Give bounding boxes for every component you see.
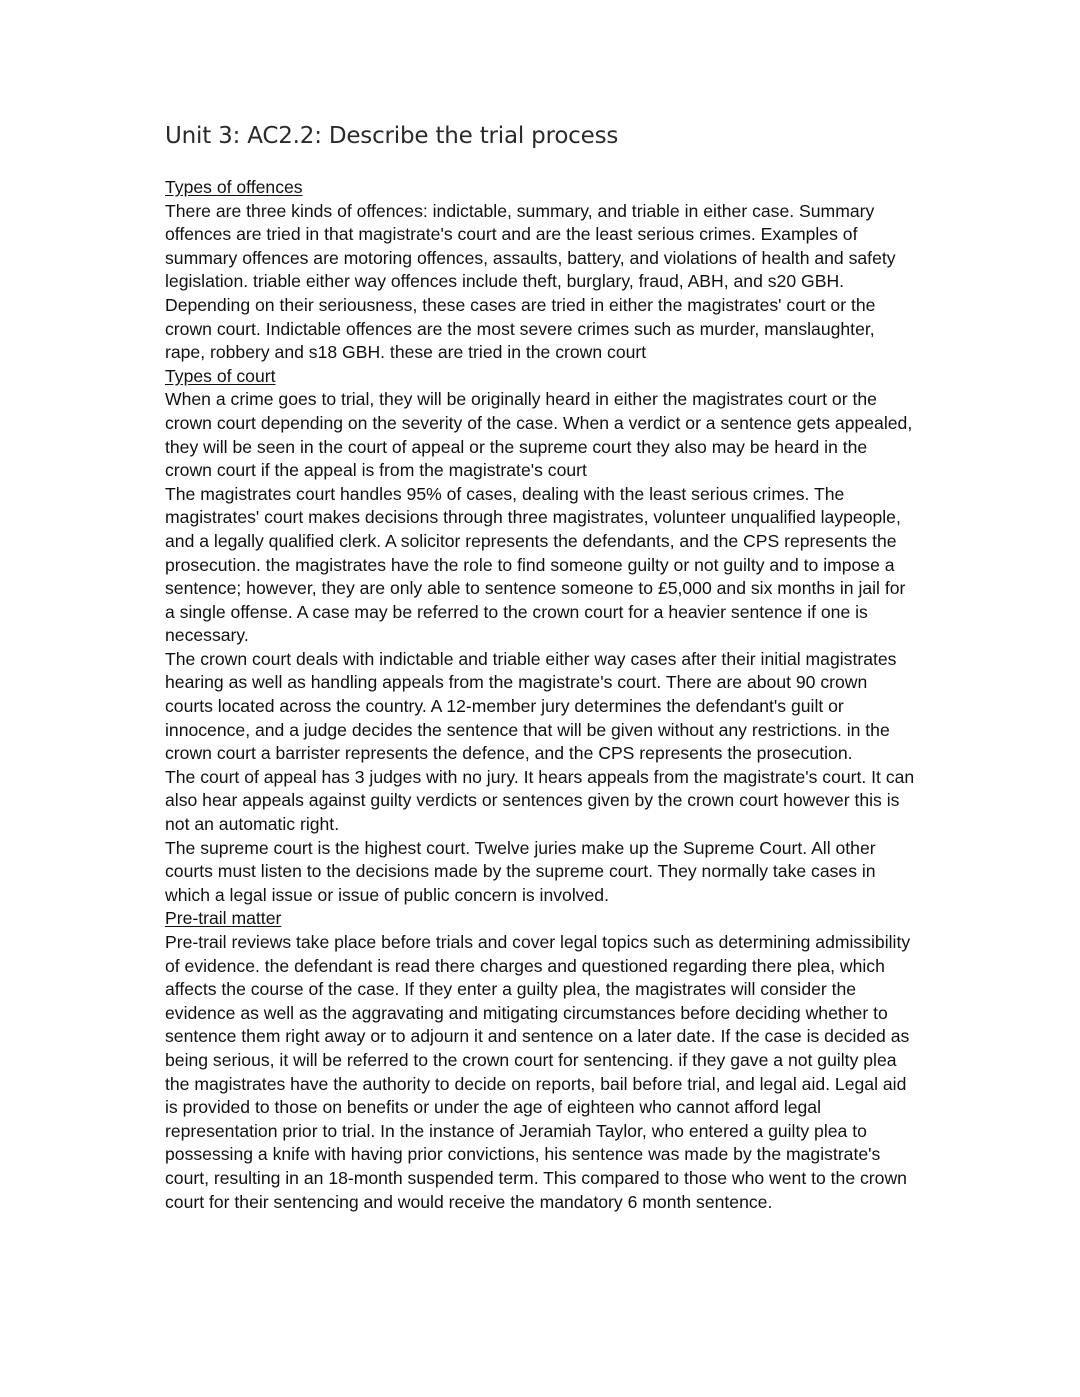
section-heading-types-of-court: Types of court xyxy=(165,365,276,386)
section-types-of-court xyxy=(165,365,915,908)
document-page xyxy=(165,120,915,1214)
paragraph-court-overview: When a crime goes to trial, they will be originally heard in either the magistrates court or the crown court depending on the severity of the case. When a verdict or a sentence gets appealed, they will be seen in the court of appeal or the supreme court they also may be heard in the crown court if the appeal is from the magistrate's court xyxy=(165,389,913,481)
section-heading-pre-trial-matter: Pre-trail matter xyxy=(165,908,282,929)
paragraph-court-of-appeal: The court of appeal has 3 judges with no jury. It hears appeals from the magistrate's court. It can also hear appeals against guilty verdicts or sentences given by the crown court however this is not an automatic right. xyxy=(165,766,915,835)
paragraph-supreme-court: The supreme court is the highest court. Twelve juries make up the Supreme Court. All other courts must listen to the decisions made by the supreme court. They normally take cases in which a legal issue or issue of public concern is involved. xyxy=(165,837,876,905)
paragraph-crown-court: The crown court deals with indictable and triable either way cases after their initial magistrates hearing as well as handling appeals from the magistrate's court. There are about 90 crown courts located across the country. A 12-member jury determines the defendant's guilt or innocence, and a judge decides the sentence that will be given without any restrictions. in the crown court a barrister represents the defence, and the CPS represents the prosecution. xyxy=(165,648,897,764)
paragraph-pre-trial-reviews: Pre-trail reviews take place before trials and cover legal topics such as determining admissibility of evidence. the defendant is read there charges and questioned regarding there plea, which affects the course of the case. If they enter a guilty plea, the magistrates will consider the evidence as well as the aggravating and mitigating circumstances before deciding whether to sentence them right away or to adjourn it and sentence on a later date. If the case is decided as being serious, it will be referred to the crown court for sentencing. if they gave a not guilty plea the magistrates have the authority to decide on reports, bail before trial, and legal aid. Legal aid is provided to those on benefits or under the age of eighteen who cannot afford legal representation prior to trial. In the instance of Jeramiah Taylor, who entered a guilty plea to possessing a knife with having prior convictions, his sentence was made by the magistrate's court, resulting in an 18-month suspended term. This compared to those who went to the crown court for their sentencing and would receive the mandatory 6 month sentence. xyxy=(165,932,911,1212)
section-types-of-offences xyxy=(165,176,915,365)
paragraph-magistrates-court: The magistrates court handles 95% of cases, dealing with the least serious crimes. The magistrates' court makes decisions through three magistrates, volunteer unqualified laypeople, and a legally qualified clerk. A solicitor represents the defendants, and the CPS represents the prosecution. the magistrates have the role to find someone guilty or not guilty and to impose a sentence; however, they are only able to sentence someone to £5,000 and six months in jail for a single offense. A case may be referred to the crown court for a heavier sentence if one is necessary. xyxy=(165,483,906,646)
section-heading-types-of-offences: Types of offences xyxy=(165,177,303,197)
page-title: Unit 3: AC2.2: Describe the trial process xyxy=(165,123,619,149)
paragraph-offences-overview: There are three kinds of offences: indictable, summary, and triable in either case. Summary offences are tried in that magistrate's court and are the least serious crimes. Examples of summary offences are motoring offences, assaults, battery, and violations of health and safety legislation. triable either way offences include theft, burglary, fraud, ABH, and s20 GBH. Depending on their seriousness, these cases are tried in either the magistrates' court or the crown court. Indictable offences are the most severe crimes such as murder, manslaughter, rape, robbery and s18 GBH. these are tried in the crown court xyxy=(165,200,896,363)
section-pre-trial-matter xyxy=(165,907,915,1214)
